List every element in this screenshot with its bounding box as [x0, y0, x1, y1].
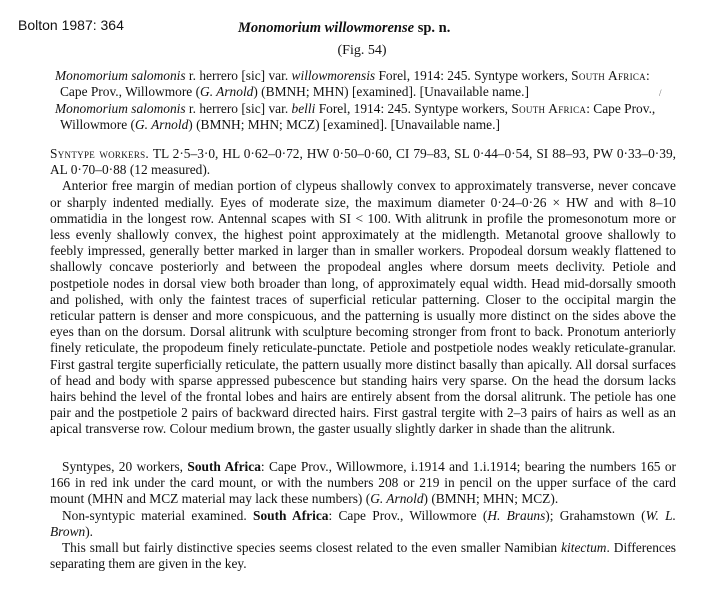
synonym-name: Monomorium salomonis: [55, 101, 186, 116]
syntypes-paragraph: [50, 459, 676, 508]
worker-description: [50, 146, 676, 438]
material-text: ) (BMNH; MHN; MCZ).: [423, 491, 559, 507]
measurements-paragraph: [50, 146, 676, 178]
material-text: : Cape Prov., Willowmore (: [328, 507, 488, 523]
synonym-text: : Cape Prov., Willowmore (: [60, 68, 650, 99]
material-text: ).: [85, 523, 94, 539]
syntype-workers-label: Syntype workers.: [50, 146, 150, 161]
synonym-text: Forel, 1914: 245. Syntype workers,: [315, 101, 512, 116]
citation-label: Bolton 1987: 364: [18, 17, 124, 33]
variety-name: willowmorensis: [291, 68, 376, 83]
place-name: South Africa: [187, 459, 261, 474]
place-name: South Africa: [253, 507, 329, 523]
synonym-text: r. herrero [sic] var.: [185, 101, 292, 116]
material-text: Syntypes, 20 workers,: [62, 459, 188, 474]
material-text: : Cape Prov., Willowmore, i.1914 and 1.i.1914; bearing the numbers 165 or 166 in red ink under the card mount, or with the numbers 208 or 219 in pencil on the upper surface of the card mount (MHN and MCZ material may lack these numbers) (: [50, 459, 677, 507]
synonym-text: ) (BMNH; MHN; MCZ) [examined]. [Unavailable name.]: [188, 117, 500, 132]
remarks-paragraph: [50, 540, 676, 572]
collector-name: H. Brauns: [487, 507, 546, 523]
collector-name: G. Arnold: [370, 491, 424, 507]
species-title: [238, 20, 450, 37]
margin-mark: /: [659, 88, 662, 98]
related-species-name: kitectum: [561, 540, 607, 556]
collector-name: G. Arnold: [200, 84, 254, 99]
place-name: South Africa: [511, 101, 587, 116]
synonym-text: Forel, 1914: 245. Syntype workers,: [375, 68, 572, 83]
synonym-text: r. herrero [sic] var.: [185, 68, 292, 83]
variety-name: belli: [291, 101, 316, 116]
remark-text: . Differences separating them are given in the key.: [50, 540, 676, 572]
synonym-name: Monomorium salomonis: [55, 68, 186, 83]
material-section: [50, 459, 676, 572]
collector-name: G. Arnold: [134, 117, 189, 132]
collector-name: W. L. Brown: [50, 507, 676, 539]
measurements-text: TL 2·5–3·0, HL 0·62–0·72, HW 0·50–0·60, CI 79–83, SL 0·44–0·54, SI 88–93, PW 0·33–0·39, AL 0·70–0·88 (12 measured).: [50, 146, 676, 178]
synonym-text: : Cape Prov., Willowmore (: [60, 101, 656, 132]
place-name: South Africa: [571, 68, 646, 83]
remark-text: This small but fairly distinctive species seems closest related to the even smaller Namibian: [62, 540, 562, 556]
synonymy-entry-1: [55, 68, 672, 100]
synonym-text: ) (BMNH; MHN) [examined]. [Unavailable name.]: [253, 84, 529, 99]
material-text: ); Grahamstown (: [545, 507, 646, 523]
non-syntypic-paragraph: [50, 508, 676, 540]
sp-n-label: sp. n.: [414, 20, 451, 36]
material-text: Non-syntypic material examined.: [62, 507, 253, 523]
figure-reference: (Fig. 54): [337, 43, 387, 58]
description-paragraph: Anterior free margin of median portion of clypeus shallowly convex to approximately transverse, never concave or sharply indented medially. Eyes of moderate size, the maximum diameter 0·24–0·26 × HW and with 8–10 ommatidia in the longest row. Antennal scapes with SI < 100. With alitrunk in profile the promesonotum more or less evenly shallowly convex, the highest point approximately at the midlength. Metanotal groove shallowly to feebly impressed, generally better marked in larger than in smaller workers. Propodeal dorsum weakly flattened to shallowly concave posteriorly and between the propodeal angles where dorsum meets declivity. Petiole and postpetiole nodes in dorsal view both broader than long, of approximately equal width. Head mid-dorsally smooth and polished, with only the faintest traces of superficial reticular patterning. Closer to the occipital margin the reticular pattern is denser and more conspicuous, and the patterning is usually more distinct on the sides above the eyes than on the dorsum. Dorsal alitrunk with sculpture becoming stronger from front to back. Pronotum anteriorly finely reticulate, the propodeum finely reticulate-punctate. Petiole and postpetiole nodes weakly reticulate-granular. First gastral tergite superficially reticulate, the pattern usually more distinct basally than apically. All dorsal surfaces of head and body with sparse appressed pubescence but standing hairs very sparse. On the head the dorsum lacks hairs behind the level of the frontal lobes and hairs are entirely absent from the dorsal alitrunk. The petiole has one pair and the postpetiole 2 pairs of backward directed hairs. First gastral tergite with 2–3 pairs of hairs as well as an apical transverse row. Colour medium brown, the gaster usually slightly darker in shade than the alitrunk.: [50, 178, 676, 437]
species-name: Monomorium willowmorense: [238, 20, 415, 36]
synonymy-entry-2: [55, 101, 672, 133]
